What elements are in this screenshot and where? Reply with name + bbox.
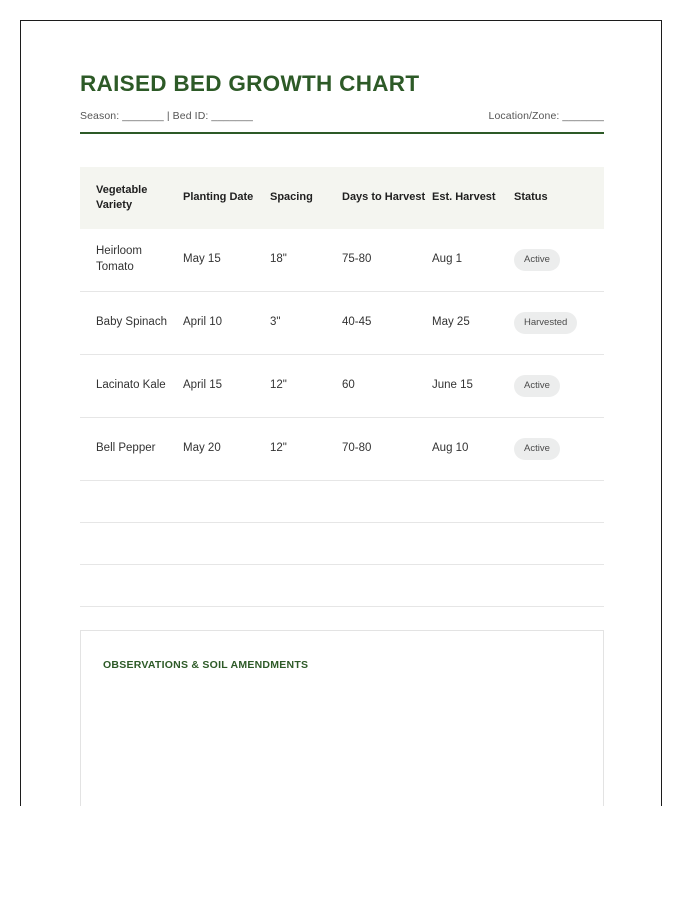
column-header-planting-date: Planting Date (183, 191, 254, 204)
column-header-days-to-harvest: Days to Harvest (342, 191, 426, 204)
column-header-vegetable-variety: Vegetable Variety (96, 183, 148, 211)
cell-est-harvest: June 15 (432, 355, 514, 418)
cell-blank[interactable] (80, 523, 183, 565)
table-row[interactable] (80, 292, 604, 355)
cell-days-to-harvest: 75-80 (342, 229, 432, 292)
table-row-blank[interactable] (80, 565, 604, 607)
status-badge: Active (514, 375, 560, 397)
cell-vegetable-variety: Baby Spinach (80, 292, 183, 355)
table-body (80, 229, 604, 607)
observations-title: OBSERVATIONS & SOIL AMENDMENTS (103, 659, 309, 672)
cell-blank[interactable] (514, 523, 604, 565)
column-header-spacing: Spacing (270, 191, 313, 204)
printable-page (20, 20, 662, 806)
document-meta-row (80, 110, 604, 122)
table-row[interactable] (80, 418, 604, 481)
status-badge: Active (514, 438, 560, 460)
cell-blank[interactable] (432, 565, 514, 607)
cell-blank[interactable] (80, 481, 183, 523)
cell-days-to-harvest: 70-80 (342, 418, 432, 481)
cell-planting-date: April 15 (183, 355, 270, 418)
cell-spacing: 12" (270, 355, 342, 418)
cell-status (514, 229, 604, 292)
location-zone-field[interactable]: Location/Zone: _______ (488, 109, 604, 122)
cell-blank[interactable] (514, 481, 604, 523)
cell-spacing: 3" (270, 292, 342, 355)
cell-est-harvest: Aug 1 (432, 229, 514, 292)
cell-planting-date: May 15 (183, 229, 270, 292)
table-header (80, 167, 604, 229)
column-header-est-harvest: Est. Harvest (432, 191, 496, 204)
cell-spacing: 18" (270, 229, 342, 292)
table-row-blank[interactable] (80, 481, 604, 523)
form-sheet (80, 71, 604, 806)
cell-blank[interactable] (270, 481, 342, 523)
table-row[interactable] (80, 229, 604, 292)
cell-vegetable-variety: Heirloom Tomato (80, 229, 183, 292)
cell-blank[interactable] (183, 565, 270, 607)
cell-blank[interactable] (514, 565, 604, 607)
cell-blank[interactable] (183, 523, 270, 565)
cell-vegetable-variety: Bell Pepper (80, 418, 183, 481)
column-header-status: Status (514, 191, 548, 204)
cell-spacing: 12" (270, 418, 342, 481)
cell-est-harvest: May 25 (432, 292, 514, 355)
cell-blank[interactable] (183, 481, 270, 523)
cell-est-harvest: Aug 10 (432, 418, 514, 481)
status-badge: Harvested (514, 312, 577, 334)
cell-vegetable-variety: Lacinato Kale (80, 355, 183, 418)
cell-status (514, 418, 604, 481)
cell-blank[interactable] (270, 565, 342, 607)
growth-chart-table (80, 167, 604, 607)
cell-blank[interactable] (342, 481, 432, 523)
cell-blank[interactable] (342, 565, 432, 607)
cell-days-to-harvest: 60 (342, 355, 432, 418)
table-row-blank[interactable] (80, 523, 604, 565)
cell-blank[interactable] (342, 523, 432, 565)
page-title: RAISED BED GROWTH CHART (80, 71, 420, 96)
cell-blank[interactable] (270, 523, 342, 565)
table-row[interactable] (80, 355, 604, 418)
cell-status (514, 355, 604, 418)
cell-blank[interactable] (80, 565, 183, 607)
observations-box[interactable] (80, 630, 604, 806)
status-badge: Active (514, 249, 560, 271)
cell-status (514, 292, 604, 355)
cell-days-to-harvest: 40-45 (342, 292, 432, 355)
cell-blank[interactable] (432, 481, 514, 523)
cell-blank[interactable] (432, 523, 514, 565)
cell-planting-date: May 20 (183, 418, 270, 481)
table-header-row (80, 167, 604, 229)
cell-planting-date: April 10 (183, 292, 270, 355)
header-accent-rule (80, 132, 604, 134)
season-bed-id-field[interactable]: Season: _______ | Bed ID: _______ (80, 109, 253, 122)
